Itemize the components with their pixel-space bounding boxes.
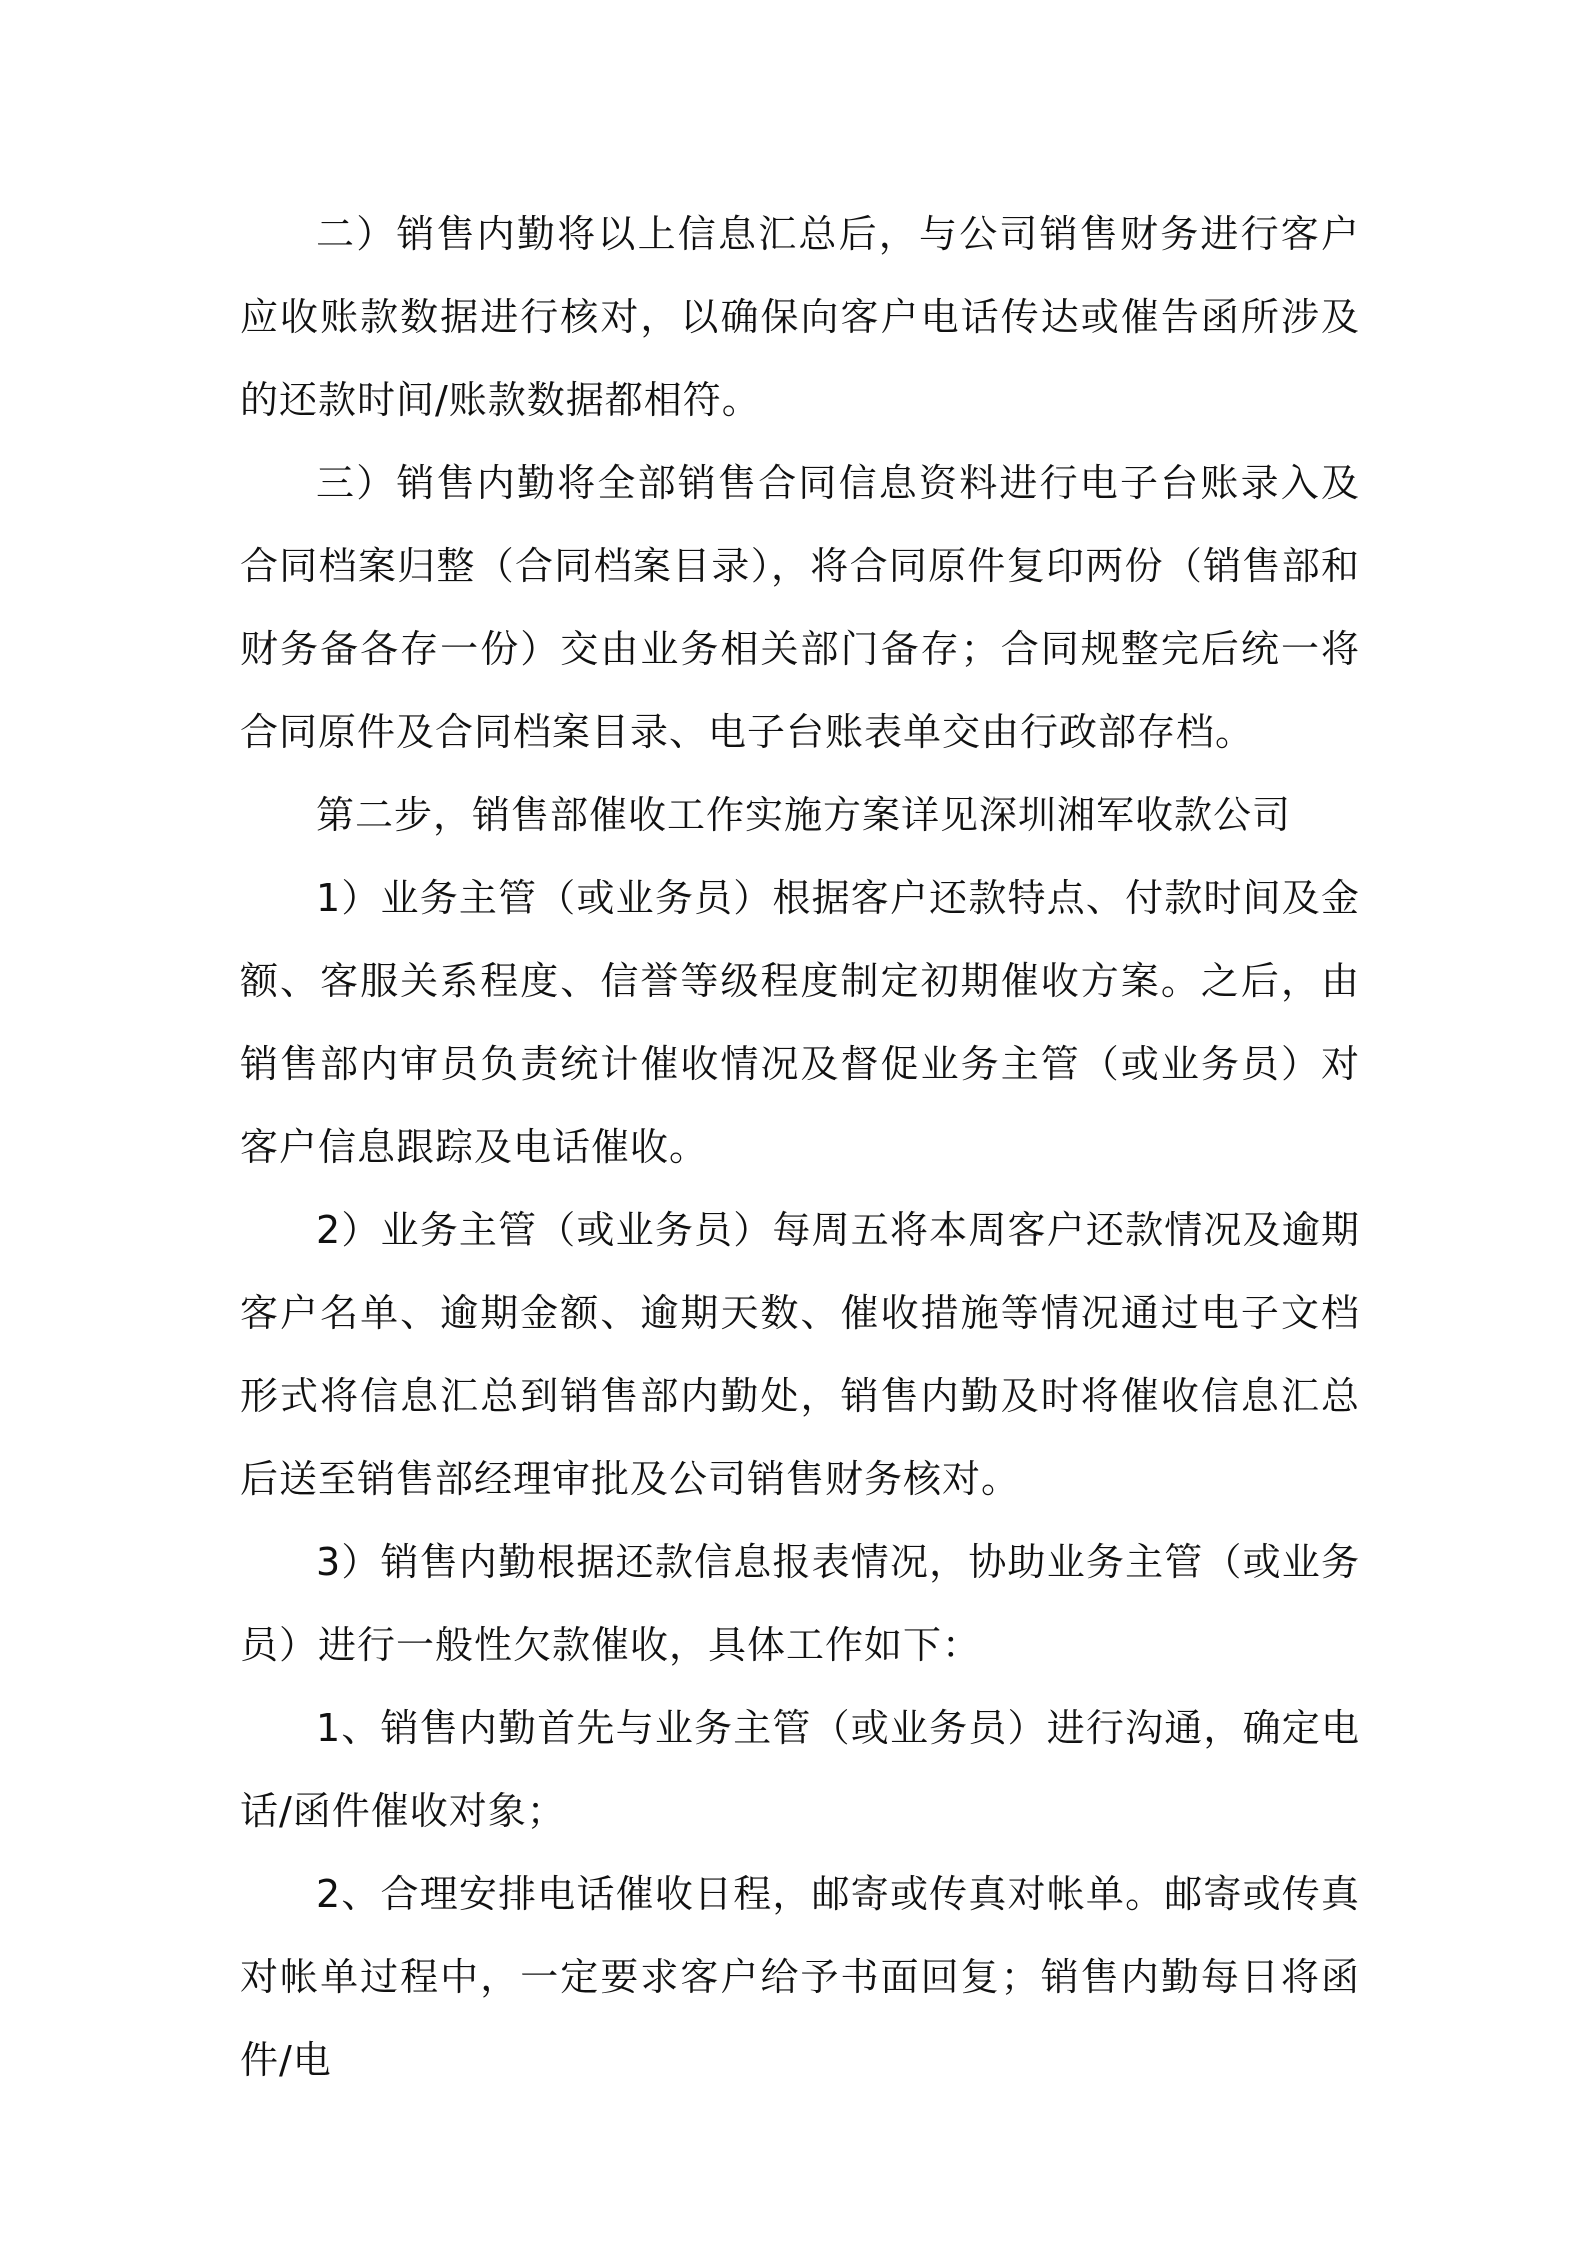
document-body <box>240 193 1360 2102</box>
paragraph-step-two-heading: 第二步，销售部催收工作实施方案详见深圳湘军收款公司 <box>316 793 1292 837</box>
paragraph-item-one: 1、销售内勤首先与业务主管（或业务员）进行沟通，确定电话/函件催收对象； <box>240 1706 1360 1833</box>
paragraph-general-collection: 3）销售内勤根据还款信息报表情况，协助业务主管（或业务员）进行一般性欠款催收，具体工作如下： <box>240 1540 1360 1667</box>
paragraph-contract-archiving: 三）销售内勤将全部销售合同信息资料进行电子台账录入及合同档案归整（合同档案目录），将合同原件复印两份（销售部和财务备各存一份）交由业务相关部门备存；合同规整完后统一将合同原件及合同档案目录、电子台账表单交由行政部存档。 <box>240 461 1360 754</box>
paragraph-item-two: 2、合理安排电话催收日程，邮寄或传真对帐单。邮寄或传真对帐单过程中，一定要求客户给予书面回复；销售内勤每日将函件/电 <box>240 1872 1360 2082</box>
paragraph-weekly-report: 2）业务主管（或业务员）每周五将本周客户还款情况及逾期客户名单、逾期金额、逾期天数、催收措施等情况通过电子文档形式将信息汇总到销售部内勤处，销售内勤及时将催收信息汇总后送至销售部经理审批及公司销售财务核对。 <box>240 1208 1360 1501</box>
paragraph-reconciliation: 二）销售内勤将以上信息汇总后，与公司销售财务进行客户应收账款数据进行核对，以确保向客户电话传达或催告函所涉及的还款时间/账款数据都相符。 <box>240 212 1360 422</box>
paragraph-initial-collection-plan: 1）业务主管（或业务员）根据客户还款特点、付款时间及金额、客服关系程度、信誉等级程度制定初期催收方案。之后，由销售部内审员负责统计催收情况及督促业务主管（或业务员）对客户信息跟踪及电话催收。 <box>240 876 1360 1169</box>
